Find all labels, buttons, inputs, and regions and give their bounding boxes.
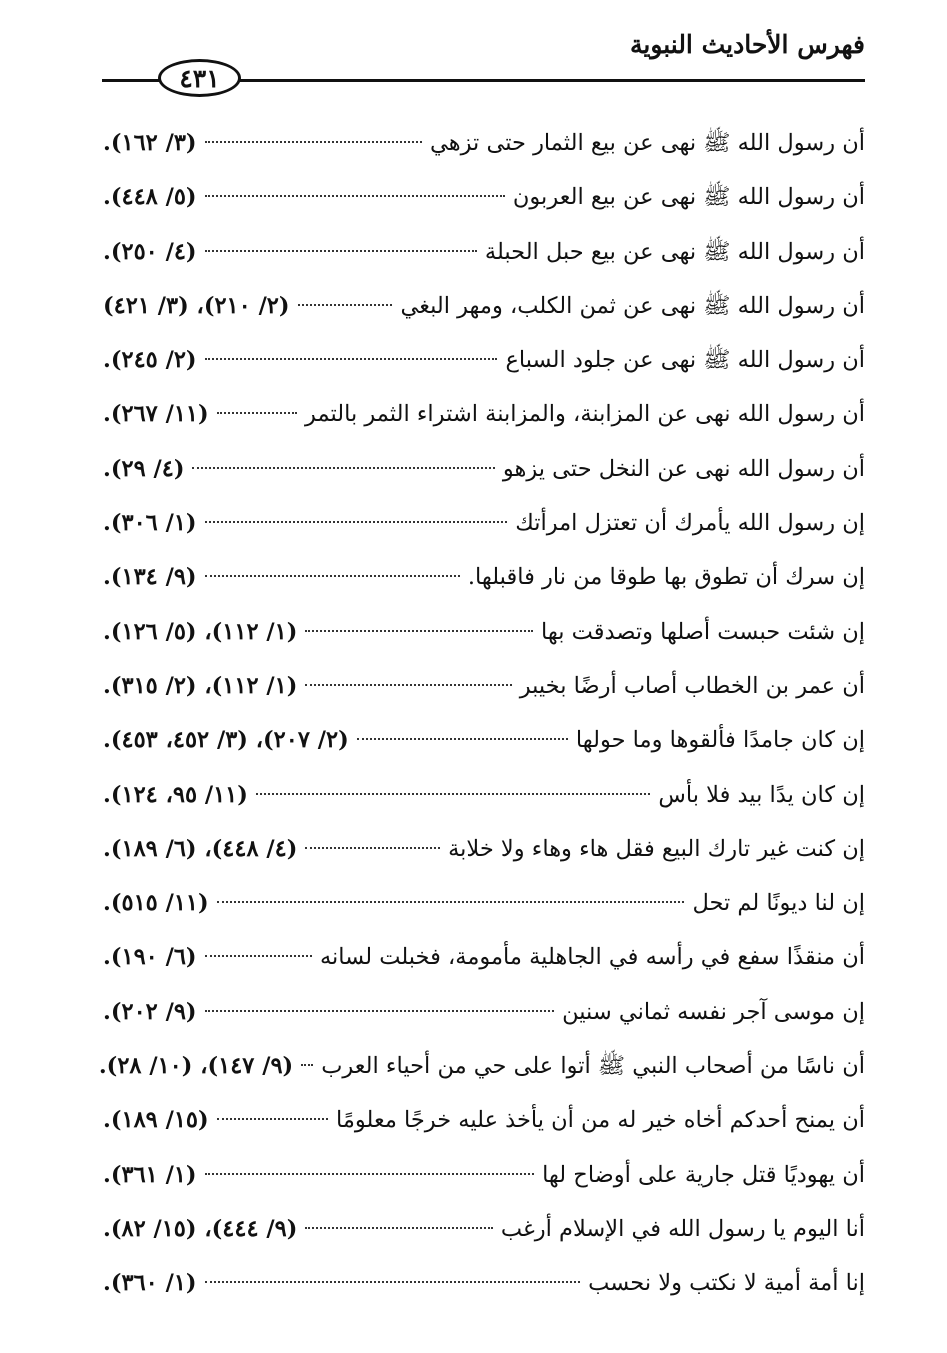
hadith-text: إن كان جامدًا فألقوها وما حولها: [575, 727, 865, 754]
dot-leader: [205, 250, 477, 252]
dot-leader: [205, 358, 498, 360]
dot-leader: [217, 1118, 328, 1120]
volume-page-reference: (٢/ ٢٤٥).: [103, 347, 197, 374]
index-entry: [103, 387, 865, 441]
hadith-text: أن رسول الله نهى عن المزابنة، والمزابنة اشتراء الثمر بالتمر: [305, 401, 865, 428]
index-entry: [103, 1256, 865, 1310]
index-entry: [103, 442, 865, 496]
index-entry: [103, 659, 865, 713]
index-entry: [103, 496, 865, 550]
hadith-text: إن كان يدًا بيد فلا بأس: [658, 781, 865, 808]
dot-leader: [298, 304, 393, 306]
index-entry: [103, 170, 865, 224]
index-entry: [103, 876, 865, 930]
index-entry: [103, 713, 865, 767]
volume-page-reference: (٤/ ٤٤٨)، (٦/ ١٨٩).: [103, 835, 298, 862]
dot-leader: [305, 684, 511, 686]
hadith-text: أن رسول الله نهى عن النخل حتى يزهو: [502, 455, 865, 482]
dot-leader: [305, 847, 440, 849]
dot-leader: [305, 1227, 493, 1229]
index-entry: [103, 116, 865, 170]
dot-leader: [256, 793, 651, 795]
hadith-text: إن رسول الله يأمرك أن تعتزل امرأتك: [515, 510, 865, 537]
hadith-text: أنا اليوم يا رسول الله في الإسلام أرغب: [500, 1215, 865, 1242]
volume-page-reference: (٢/ ٢٠٧)، (٣/ ٤٥٢، ٤٥٣).: [103, 727, 349, 754]
dot-leader: [205, 575, 460, 577]
hadith-text: إن كنت غير تارك البيع فقل هاء وهاء ولا خلابة: [448, 835, 865, 862]
hadith-text: إن سرك أن تطوق بها طوقا من نار فاقبلها.: [467, 564, 865, 591]
dot-leader: [301, 1064, 313, 1066]
hadith-text: أن رسول الله ﷺ نهى عن بيع العربون: [512, 184, 865, 211]
index-entry: [103, 605, 865, 659]
dot-leader: [217, 901, 685, 903]
volume-page-reference: (١/ ٣٠٦).: [103, 510, 197, 537]
hadith-text: إن شئت حبست أصلها وتصدقت بها: [541, 618, 865, 645]
hadith-text: أن رسول الله ﷺ نهى عن جلود السباع: [505, 347, 865, 374]
dot-leader: [305, 630, 533, 632]
volume-page-reference: (٢/ ٢١٠)، (٣/ ٤٢١): [103, 292, 290, 319]
index-entry: [103, 1148, 865, 1202]
volume-page-reference: (٩/ ٢٠٢).: [103, 998, 197, 1025]
page-number: ٤٣١: [158, 59, 241, 97]
index-entry: [103, 333, 865, 387]
dot-leader: [205, 1281, 581, 1283]
dot-leader: [205, 1010, 555, 1012]
index-entry: [103, 985, 865, 1039]
volume-page-reference: (١/ ١١٢)، (٢/ ٣١٥).: [103, 672, 298, 699]
hadith-text: أن رسول الله ﷺ نهى عن بيع حبل الحبلة: [484, 238, 865, 265]
dot-leader: [205, 195, 505, 197]
hadith-text: أن عمر بن الخطاب أصاب أرضًا بخيبر: [519, 672, 865, 699]
running-title: فهرس الأحاديث النبوية: [629, 30, 865, 59]
hadith-text: إن لنا ديونًا لم تحل: [692, 890, 865, 917]
volume-page-reference: (١/ ١١٢)، (٥/ ١٢٦).: [103, 618, 298, 645]
volume-page-reference: (٤/ ٢٩).: [103, 455, 185, 482]
dot-leader: [217, 412, 297, 414]
volume-page-reference: (١/ ٣٦١).: [103, 1161, 197, 1188]
volume-page-reference: (١/ ٣٦٠).: [103, 1270, 197, 1297]
volume-page-reference: (١١/ ٢٦٧).: [103, 401, 209, 428]
volume-page-reference: (٤/ ٢٥٠).: [103, 238, 197, 265]
index-entry: [103, 279, 865, 333]
index-entry: [98, 1039, 865, 1093]
dot-leader: [205, 521, 508, 523]
volume-page-reference: (٣/ ١٦٢).: [103, 130, 197, 156]
dot-leader: [205, 955, 312, 957]
volume-page-reference: (١١/ ٩٥، ١٢٤).: [103, 781, 248, 808]
index-entry: [103, 225, 865, 279]
hadith-text: أن رسول الله ﷺ نهى عن بيع الثمار حتى تزهي: [430, 130, 865, 156]
index-entry: [103, 550, 865, 604]
index-entry: [103, 768, 865, 822]
volume-page-reference: (١١/ ٥١٥).: [103, 890, 209, 917]
hadith-text: إنا أمة أمية لا نكتب ولا نحسب: [588, 1270, 865, 1297]
hadith-text: أن يهوديًا قتل جارية على أوضاح لها: [542, 1161, 865, 1188]
index-entry: [103, 1093, 865, 1147]
index-entry: [103, 1202, 865, 1256]
dot-leader: [205, 141, 422, 143]
hadith-text: أن منقذًا سفع في رأسه في الجاهلية مأمومة، فخبلت لسانه: [319, 944, 865, 971]
hadith-text: أن رسول الله ﷺ نهى عن ثمن الكلب، ومهر البغي: [400, 292, 865, 319]
volume-page-reference: (٩/ ١٣٤).: [103, 564, 197, 591]
hadith-index-list: [98, 116, 865, 1311]
index-entry: [103, 930, 865, 984]
hadith-text: أن ناسًا من أصحاب النبي ﷺ أتوا على حي من أحياء العرب: [321, 1053, 865, 1080]
dot-leader: [192, 467, 494, 469]
dot-leader: [205, 1173, 535, 1175]
volume-page-reference: (٦/ ١٩٠).: [103, 944, 197, 971]
volume-page-reference: (٥/ ٤٤٨).: [103, 184, 197, 211]
hadith-text: إن موسى آجر نفسه ثماني سنين: [562, 998, 865, 1025]
dot-leader: [357, 738, 568, 740]
hadith-text: أن يمنح أحدكم أخاه خير له من أن يأخذ عليه خرجًا معلومًا: [335, 1107, 865, 1134]
page-header: [60, 30, 865, 110]
volume-page-reference: (١٥/ ١٨٩).: [103, 1107, 209, 1134]
volume-page-reference: (٩/ ١٤٧)، (١٠/ ٢٨).: [98, 1053, 294, 1080]
volume-page-reference: (٩/ ٤٤٤)، (١٥/ ٨٢).: [103, 1215, 298, 1242]
index-entry: [103, 822, 865, 876]
